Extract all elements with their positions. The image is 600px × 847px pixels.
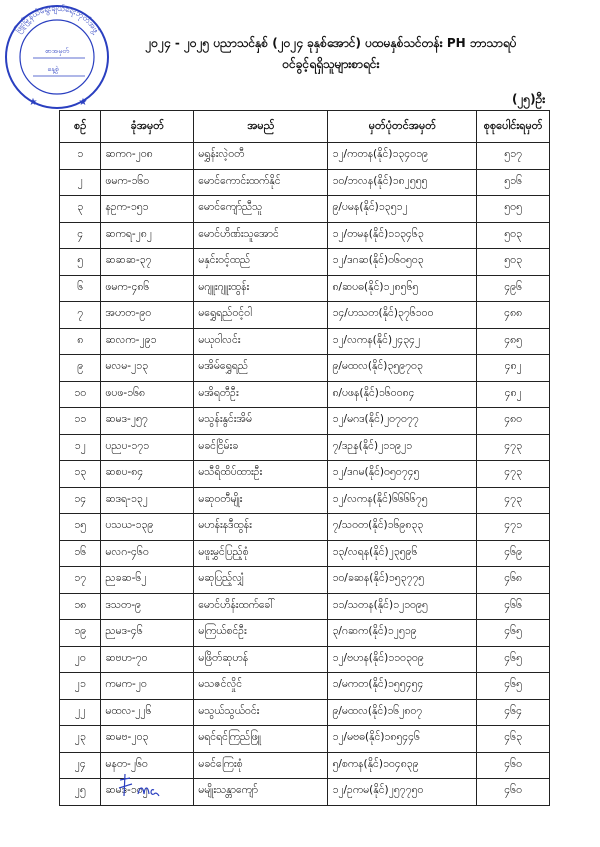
row-no: ၁၈ — [60, 593, 101, 620]
total-marks: ၄၆၃ — [477, 726, 550, 753]
row-no: ၂၁ — [60, 673, 101, 700]
total-marks: ၄၈၈ — [477, 302, 550, 329]
nrc-number: ၁၂/ဒဂမ(နိုင်)၀၅၀၇၄၅ — [328, 461, 477, 488]
svg-text:★: ★ — [78, 97, 88, 108]
nrc-number: ၁၄/ဟသတ(နိုင်)၃၇၆၁၀၀ — [328, 302, 477, 329]
nrc-number: ၁၂/မဗဓ(နိုင်)၁၈၅၄၄၆ — [328, 726, 477, 753]
total-marks: ၄၉၆ — [477, 275, 550, 302]
col-header-nrc: မှတ်ပုံတင်အမှတ် — [328, 111, 477, 143]
student-name: မောင်ဟိဏ်းသူအောင် — [194, 222, 328, 249]
roll-no: ညမဒ-၄၆ — [101, 620, 194, 647]
total-marks: ၅၁၆ — [477, 169, 550, 196]
roll-no: ကမက-၂၀ — [101, 673, 194, 700]
table-row — [60, 487, 550, 514]
roll-no: ပညပ-၁၇၁ — [101, 434, 194, 461]
student-name: မရင်ရင်ကြည်ဖြူ — [194, 726, 328, 753]
svg-text:စာအမှတ်: စာအမှတ် — [44, 47, 70, 55]
table-row — [60, 620, 550, 647]
student-name: မကြယ်စင်ဦး — [194, 620, 328, 647]
nrc-number: ၁၂/လကန(နိုင်)၂၄၃၄၂ — [328, 328, 477, 355]
nrc-number: ၁၀/ဘလန(နိုင်)၁၈၂၅၅၅ — [328, 169, 477, 196]
roll-no: ဆဆဆ-၃၇ — [101, 249, 194, 276]
total-marks: ၄၇၃ — [477, 434, 550, 461]
nrc-number: ၁၂/ဒဂဆ(နိုင်)၀၆၀၅၀၃ — [328, 249, 477, 276]
total-marks: ၅၀၃ — [477, 222, 550, 249]
student-name: မဖူးမွှင်ပြည့်စုံ — [194, 540, 328, 567]
roll-no: ညခဆ-၆၂ — [101, 567, 194, 594]
svg-text:နေ့စွဲ: နေ့စွဲ — [47, 65, 59, 73]
student-name: မောင်ကျော်ညီသူ — [194, 196, 328, 223]
student-name: မဖြိတ်ဆုဟန် — [194, 646, 328, 673]
col-header-no: စဉ် — [60, 111, 101, 143]
student-name: မဂျူးဂျူးထွန်း — [194, 275, 328, 302]
total-marks: ၅၁၇ — [477, 143, 550, 170]
nrc-number: ၁၂/ဥကမ(နိုင်)၂၅၇၇၅၀ — [328, 779, 477, 806]
row-no: ၇ — [60, 302, 101, 329]
total-marks: ၄၆၆ — [477, 593, 550, 620]
total-marks: ၄၈၅ — [477, 328, 550, 355]
total-marks: ၅၀၅ — [477, 196, 550, 223]
office-seal-stamp — [3, 3, 111, 111]
row-no: ၉ — [60, 355, 101, 382]
roll-no: ဒသတ-၉ — [101, 593, 194, 620]
roll-no: ဆစပ-၈၄ — [101, 461, 194, 488]
roll-no: အဟတ-၉၀ — [101, 302, 194, 329]
col-header-name: အမည် — [194, 111, 328, 143]
total-marks: ၄၈၀ — [477, 408, 550, 435]
student-name: မအိရတီဦး — [194, 381, 328, 408]
nrc-number: ၉/မထလ(နိုင်)၁၆၂၈၀၇ — [328, 699, 477, 726]
table-row — [60, 302, 550, 329]
svg-text:★: ★ — [28, 97, 38, 108]
table-row — [60, 514, 550, 541]
table-row — [60, 143, 550, 170]
total-marks: ၄၈၂ — [477, 355, 550, 382]
nrc-number: ၁၃/လရန(နိုင်)၂၃၅၉၆ — [328, 540, 477, 567]
table-row — [60, 540, 550, 567]
table-row — [60, 408, 550, 435]
total-marks: ၅၀၃ — [477, 249, 550, 276]
row-no: ၁၁ — [60, 408, 101, 435]
row-no: ၂၄ — [60, 752, 101, 779]
row-no: ၅ — [60, 249, 101, 276]
table-row — [60, 222, 550, 249]
row-no: ၁၇ — [60, 567, 101, 594]
roll-no: မထလ-၂၂၆ — [101, 699, 194, 726]
nrc-number: ၉/မထလ(နိုင်)၃၅၉၇၀၃ — [328, 355, 477, 382]
table-header-row — [60, 111, 550, 143]
nrc-number: ၈/ပဖန(နိုင်)၁၆၀၀၈၄ — [328, 381, 477, 408]
student-name: မသွန်းနွင်းအိမ် — [194, 408, 328, 435]
total-marks: ၄၈၂ — [477, 381, 550, 408]
row-no: ၈ — [60, 328, 101, 355]
student-name: မအိမ်ရွှေရည် — [194, 355, 328, 382]
table-row — [60, 461, 550, 488]
total-marks: ၄၇၃ — [477, 487, 550, 514]
row-no: ၁၆ — [60, 540, 101, 567]
table-row — [60, 593, 550, 620]
page-subtitle: ဝင်ခွင့်ရရှိသူများစာရင်း — [282, 57, 380, 71]
total-marks: ၄၆၅ — [477, 620, 550, 647]
roll-no: မနတ-၂၆၀ — [101, 752, 194, 779]
handwritten-signature — [116, 770, 176, 804]
nrc-number: ၁၂/လကန(နိုင်)၆၆၆၆၇၅ — [328, 487, 477, 514]
table-row — [60, 196, 550, 223]
row-no: ၃ — [60, 196, 101, 223]
table-row — [60, 434, 550, 461]
col-header-roll: ခုံအမှတ် — [101, 111, 194, 143]
student-name: မဆုဝတီမျိုး — [194, 487, 328, 514]
student-name: မနှင်းဝင့်ထည် — [194, 249, 328, 276]
student-name: မောင်ဟိန်းထက်ခေါ် — [194, 593, 328, 620]
roll-no: ဆဒရ-၁၃၂ — [101, 487, 194, 514]
nrc-number: ၁၂/ဗဟန(နိုင်)၁၁၀၃၀၉ — [328, 646, 477, 673]
student-name: မဟန်းနဒီထွန်း — [194, 514, 328, 541]
nrc-number: ၇/ဒဉန(နိုင်)၂၁၁၉၂၁ — [328, 434, 477, 461]
student-name: မသီရိထိပ်ထားဦး — [194, 461, 328, 488]
roll-no: ဆလက-၂၉၁ — [101, 328, 194, 355]
nrc-number: ၅/စကန(နိုင်)၁၀၄၈၃၉ — [328, 752, 477, 779]
total-count: (၂၅)ဦး — [512, 92, 546, 106]
row-no: ၁၀ — [60, 381, 101, 408]
nrc-number: ၉/ပမန(နိုင်)၁၃၅၁၂ — [328, 196, 477, 223]
student-name: မောင်ကောင်းထက်နိုင် — [194, 169, 328, 196]
nrc-number: ၁၂/မဂဒ(နိုင်)၂၀၇၀၇၇ — [328, 408, 477, 435]
admission-list-table — [59, 110, 550, 806]
row-no: ၂၀ — [60, 646, 101, 673]
nrc-number: ၁၀/ခဆန(နိုင်)၁၅၃၇၇၅ — [328, 567, 477, 594]
nrc-number: ၁၁/သတန(နိုင်)၁၂၁၀၉၅ — [328, 593, 477, 620]
roll-no: ဆမဒ-၁၀၂ — [101, 779, 194, 806]
row-no: ၁၉ — [60, 620, 101, 647]
student-name: မသွယ်သွယ်ဝင်း — [194, 699, 328, 726]
roll-no: ဆမဗ-၂၀၃ — [101, 726, 194, 753]
student-name: မခင်ကြေးစုံ — [194, 752, 328, 779]
student-name: မရွှန်းလဲ့ဝတီ — [194, 143, 328, 170]
table-row — [60, 381, 550, 408]
total-marks: ၄၆၄ — [477, 699, 550, 726]
row-no: ၁၄ — [60, 487, 101, 514]
row-no: ၂၂ — [60, 699, 101, 726]
total-marks: ၄၆၅ — [477, 673, 550, 700]
roll-no: ဆမဒ-၂၅၇ — [101, 408, 194, 435]
table-row — [60, 355, 550, 382]
student-name: မရွှေရည်ဝင့်ဝါ — [194, 302, 328, 329]
student-name: မခင်ငြိမ်းခ — [194, 434, 328, 461]
student-name: မမျိုးသန္တာကျော် — [194, 779, 328, 806]
nrc-number: ၇/သဝတ(နိုင်)၁၆၉၈၃၃ — [328, 514, 477, 541]
student-name: မဆုပြည့်လျှံ — [194, 567, 328, 594]
nrc-number: ၁၂/တမန(နိုင်)၁၁၃၄၆၃ — [328, 222, 477, 249]
total-marks: ၄၆၈ — [477, 567, 550, 594]
total-marks: ၄၇၁ — [477, 514, 550, 541]
table-row — [60, 249, 550, 276]
table-row — [60, 699, 550, 726]
roll-no: ဖမက-၄၈၆ — [101, 275, 194, 302]
table-row — [60, 646, 550, 673]
table-row — [60, 673, 550, 700]
student-name: မသဇင်လှိုင် — [194, 673, 328, 700]
row-no: ၄ — [60, 222, 101, 249]
row-no: ၂ — [60, 169, 101, 196]
nrc-number: ၁၂/ကတန(နိုင်)၁၃၄၀၁၉ — [328, 143, 477, 170]
total-marks: ၄၆၅ — [477, 646, 550, 673]
roll-no: ပသယ-၁၃၉ — [101, 514, 194, 541]
row-no: ၁ — [60, 143, 101, 170]
roll-no: ဆကရ-၂၈၂ — [101, 222, 194, 249]
page-title: ၂၀၂၄ - ၂၀၂၅ ပညာသင်နှစ် (၂၀၂၄ ခုနှစ်အောင်) ပထမနှစ်သင်တန်း PH ဘာသာရပ် — [145, 36, 517, 50]
roll-no: ဖမက-၁၆၀ — [101, 169, 194, 196]
nrc-number: ၃/ဂဆက(နိုင်)၁၂၅၁၉ — [328, 620, 477, 647]
total-marks: ၄၆၀ — [477, 752, 550, 779]
table-row — [60, 275, 550, 302]
nrc-number: ၈/ဆပဓ(နိုင်)၁၂၈၅၆၅ — [328, 275, 477, 302]
roll-no: မလဂ-၄၆၀ — [101, 540, 194, 567]
roll-no: ဆဗဟ-၇၀ — [101, 646, 194, 673]
total-marks: ၄၇၃ — [477, 461, 550, 488]
row-no: ၁၃ — [60, 461, 101, 488]
total-marks: ၄၆၀ — [477, 779, 550, 806]
table-row — [60, 567, 550, 594]
row-no: ၁၂ — [60, 434, 101, 461]
student-name: မယုဝါလင်း — [194, 328, 328, 355]
row-no: ၂၅ — [60, 779, 101, 806]
row-no: ၂၃ — [60, 726, 101, 753]
svg-text:ဖြူးမြို့နယ်ရွေးချယ်ရေးဘုတ်အဖွ: ဖြူးမြို့နယ်ရွေးချယ်ရေးဘုတ်အဖွဲ့ — [13, 3, 101, 35]
table-row — [60, 328, 550, 355]
row-no: ၁၅ — [60, 514, 101, 541]
row-no: ၆ — [60, 275, 101, 302]
total-marks: ၄၆၉ — [477, 540, 550, 567]
roll-no: မလမ-၂၁၃ — [101, 355, 194, 382]
table-row — [60, 726, 550, 753]
nrc-number: ၁/မကတ(နိုင်)၁၅၅၄၅၄ — [328, 673, 477, 700]
table-row — [60, 169, 550, 196]
col-header-total-marks: စုစုပေါင်းရမှတ် — [477, 111, 550, 143]
roll-no: ဖပဖ-၁၆၈ — [101, 381, 194, 408]
roll-no: နဥက-၁၅၁ — [101, 196, 194, 223]
roll-no: ဆကဂ-၂၀၈ — [101, 143, 194, 170]
